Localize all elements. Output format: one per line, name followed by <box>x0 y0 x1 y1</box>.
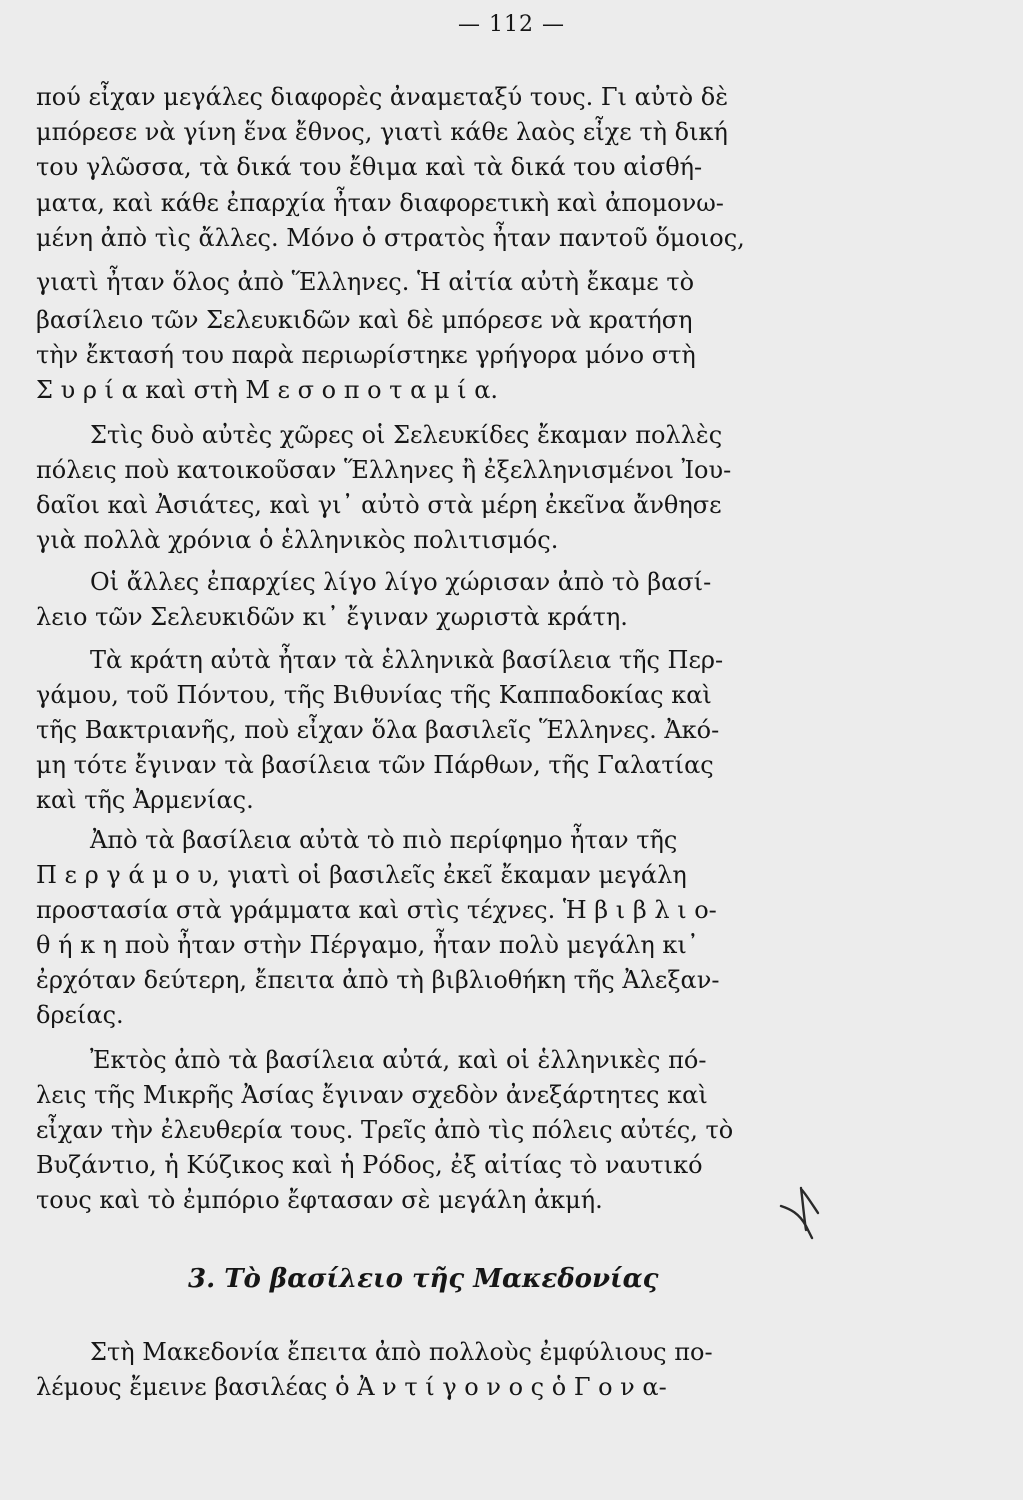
text-line: λεις τῆς Μικρῆς Ἀσίας ἔγιναν σχεδὸν ἀνεξάρτητες καὶ <box>36 1081 708 1109</box>
text-line: ματα, καὶ κάθε ἐπαρχία ἦταν διαφορετικὴ καὶ ἀπομονω- <box>36 189 724 217</box>
text-line: ἐρχόταν δεύτερη, ἔπειτα ἀπὸ τὴ βιβλιοθήκη τῆς Ἀλεξαν- <box>36 966 720 994</box>
text-line: μη τότε ἔγιναν τὰ βασίλεια τῶν Πάρθων, τῆς Γαλατίας <box>36 751 714 779</box>
text-line: γιὰ πολλὰ χρόνια ὁ ἑλληνικὸς πολιτισμός. <box>36 526 559 554</box>
text-line: του γλῶσσα, τὰ δικά του ἔθιμα καὶ τὰ δικά του αἰσθή- <box>36 153 703 181</box>
text-line: Τὰ κράτη αὐτὰ ἦταν τὰ ἑλληνικὰ βασίλεια τῆς Περ- <box>90 646 724 674</box>
text-line: θ ή κ η ποὺ ἦταν στὴν Πέργαμο, ἦταν πολὺ μεγάλη κι᾿ <box>36 931 699 959</box>
text-line: δαῖοι καὶ Ἀσιάτες, καὶ γι᾿ αὐτὸ στὰ μέρη ἐκεῖνα ἄνθησε <box>36 491 722 519</box>
text-line: τὴν ἔκτασή του παρὰ περιωρίστηκε γρήγορα μόνο στὴ <box>36 341 696 369</box>
page-number: — 112 — <box>458 12 565 37</box>
handwritten-check-mark <box>778 1182 826 1240</box>
text-line: Ἐκτὸς ἀπὸ τὰ βασίλεια αὐτά, καὶ οἱ ἑλληνικὲς πό- <box>90 1046 707 1074</box>
text-line: λειο τῶν Σελευκιδῶν κι᾿ ἔγιναν χωριστὰ κράτη. <box>36 603 628 631</box>
text-line: Βυζάντιο, ἡ Κύζικος καὶ ἡ Ρόδος, ἐξ αἰτίας τὸ ναυτικό <box>36 1151 703 1179</box>
text-line: Π ε ρ γ ά μ ο υ, γιατὶ οἱ βασιλεῖς ἐκεῖ ἔκαμαν μεγάλη <box>36 861 687 889</box>
text-line: γιατὶ ἦταν ὅλος ἀπὸ Ἕλληνες. Ἡ αἰτία αὐτὴ ἔκαμε τὸ <box>36 268 695 296</box>
text-line: βασίλειο τῶν Σελευκιδῶν καὶ δὲ μπόρεσε νὰ κρατήση <box>36 306 693 334</box>
text-line: τῆς Βακτριανῆς, ποὺ εἶχαν ὅλα βασιλεῖς Ἕλληνες. Ἀκό- <box>36 716 720 744</box>
text-line: τους καὶ τὸ ἐμπόριο ἔφτασαν σὲ μεγάλη ἀκμή. <box>36 1186 603 1214</box>
text-line: εἶχαν τὴν ἐλευθερία τους. Τρεῖς ἀπὸ τὶς πόλεις αὐτές, τὸ <box>36 1116 734 1144</box>
text-line: Στὴ Μακεδονία ἔπειτα ἀπὸ πολλοὺς ἐμφύλιους πο- <box>90 1338 713 1366</box>
text-line: Οἱ ἄλλες ἐπαρχίες λίγο λίγο χώρισαν ἀπὸ τὸ βασί- <box>90 568 712 596</box>
text-line: Στὶς δυὸ αὐτὲς χῶρες οἱ Σελευκίδες ἔκαμαν πολλὲς <box>90 421 723 449</box>
text-line: πόλεις ποὺ κατοικοῦσαν Ἕλληνες ἢ ἐξελληνισμένοι Ἰου- <box>36 456 732 484</box>
text-line: πού εἶχαν μεγάλες διαφορὲς ἀναμεταξύ τους. Γι αὐτὸ δὲ <box>36 83 729 111</box>
text-line: γάμου, τοῦ Πόντου, τῆς Βιθυνίας τῆς Καππαδοκίας καὶ <box>36 681 712 709</box>
text-line: μένη ἀπὸ τὶς ἄλλες. Μόνο ὁ στρατὸς ἦταν παντοῦ ὅμοιος, <box>36 224 745 252</box>
text-line: Ἀπὸ τὰ βασίλεια αὐτὰ τὸ πιὸ περίφημο ἦταν τῆς <box>90 826 678 854</box>
section-heading: 3. Τὸ βασίλειο τῆς Μακεδονίας <box>188 1264 659 1294</box>
text-line: δρείας. <box>36 1001 124 1029</box>
text-line: προστασία στὰ γράμματα καὶ στὶς τέχνες. Ἡ β ι β λ ι ο- <box>36 896 717 924</box>
text-line: λέμους ἔμεινε βασιλέας ὁ Ἀ ν τ ί γ ο ν ο ς ὁ Γ ο ν α- <box>36 1373 667 1401</box>
text-line: μπόρεσε νὰ γίνη ἕνα ἔθνος, γιατὶ κάθε λαὸς εἶχε τὴ δική <box>36 118 728 146</box>
text-line: Σ υ ρ ί α καὶ στὴ Μ ε σ ο π ο τ α μ ί α. <box>36 376 499 404</box>
text-line: καὶ τῆς Ἀρμενίας. <box>36 786 254 814</box>
